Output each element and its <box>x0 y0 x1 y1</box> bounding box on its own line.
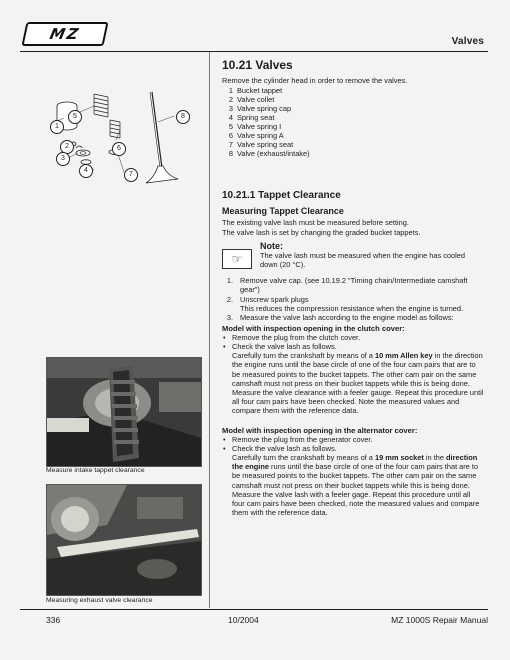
page-number: 336 <box>46 615 61 625</box>
section-title: Valves <box>451 36 484 47</box>
list-item: • Remove the plug from the clutch cover. <box>223 332 361 342</box>
list-item: • Remove the plug from the generator cover. <box>223 434 373 444</box>
clutch-heading: Model with inspection opening in the clutch cover: <box>222 323 405 333</box>
alternator-instructions-2: Measure the valve lash with a feeler gage. Repeat this procedure until all four cam pairs have been checked, note the measured values and compare them with the reference data. <box>232 489 480 518</box>
list-item: 4 Spring seat <box>228 113 275 122</box>
alternator-instructions: Carefully turn the crankshaft by means of a 19 mm socket in the direction the engine runs until the base circle of one of the four cam pairs that are to be measured points to the bucket tappets. The other cam pair on the same camshaft must not press on their bucket tappets while this is being done. <box>232 453 479 490</box>
callout-6: 6 <box>112 142 126 156</box>
valves-title: 10.21 Valves <box>222 58 293 72</box>
tappet-subtitle: Measuring Tappet Clearance <box>222 206 344 216</box>
list-item: 5 Valve spring I <box>228 122 282 131</box>
callout-8: 8 <box>176 110 190 124</box>
step2-note: This reduces the compression resistance when the engine is turned. <box>240 304 464 314</box>
note-label: Note: <box>260 241 283 251</box>
valves-intro: Remove the cylinder head in order to remove the valves. <box>222 76 408 85</box>
list-item: 1 Bucket tappet <box>228 86 283 95</box>
callout-7: 7 <box>124 168 138 182</box>
tappet-p1: The existing valve lash must be measured before setting. <box>222 218 409 227</box>
intake-photo-caption: Measure intake tappet clearance <box>46 467 145 474</box>
list-item: • Check the valve lash as follows. Carefully turn the crankshaft by means of a 19 mm socket in the direction the engine runs until the base circle of one of the four cam pairs that are to be measured points to the bucket tappets. The other cam pair on the same camshaft must not press on their bucket tappets while this is being done. Measure the valve lash with a feeler gage. Repeat this procedure until all four cam pairs have been checked, note the measured values and compare them with the reference data. <box>222 444 484 518</box>
valve-parts-list <box>222 86 484 158</box>
tappet-p2: The valve lash is set by changing the graded bucket tappets. <box>222 228 421 237</box>
list-item: 7 Valve spring seat <box>228 140 294 149</box>
list-item: 6 Valve spring A <box>228 131 284 140</box>
note-box <box>222 241 484 270</box>
list-item: 2. Unscrew spark plugs This reduces the compression resistance when the engine is turned. <box>222 295 484 314</box>
callout-1: 1 <box>50 120 64 134</box>
alternator-heading: Model with inspection opening in the alternator cover: <box>222 425 418 435</box>
clutch-instructions: Carefully turn the crankshaft by means of a 10 mm Allen key in the direction the engine runs until the base circle of one of the four cam pairs that are to be measured points to the bucket tappets. The other cam pair on the same camshaft must not press on their bucket tappets while this is being done. Measure the valve clearance with a feeler gauge. Repeat this procedure until all four cam pairs have been checked. Note the measured values and compare them with the reference data. <box>232 351 484 416</box>
mz-logo: MZ <box>21 22 108 46</box>
list-item: 3 Valve spring cap <box>228 104 292 113</box>
note-text: The valve lash must be measured when the engine has cooled down (20 °C). <box>260 251 466 270</box>
valves-section <box>222 58 484 158</box>
intake-tappet-photo <box>46 357 202 467</box>
tappet-clearance-section <box>222 190 484 518</box>
list-item: 8 Valve (exhaust/intake) <box>228 149 310 158</box>
header-divider <box>20 51 488 52</box>
callout-3: 3 <box>56 152 70 166</box>
procedure-steps <box>222 276 484 323</box>
pointing-hand-icon: ☞ <box>222 249 252 269</box>
exhaust-valve-photo <box>46 484 202 596</box>
callout-2: 2 <box>60 140 74 154</box>
list-item: 3. Measure the valve lash according to the engine model as follows: <box>226 313 454 323</box>
tappet-title: 10.21.1 Tappet Clearance <box>222 190 341 201</box>
valve-parts-drawing <box>46 82 200 192</box>
callout-4: 4 <box>79 164 93 178</box>
callout-5: 5 <box>68 110 82 124</box>
column-divider <box>209 52 210 608</box>
manual-title: MZ 1000S Repair Manual <box>391 615 488 625</box>
list-item: 1. Remove valve cap. (see 10.19.2 "Timing chain/Intermediate camshaft gear") <box>226 275 468 295</box>
valve-exploded-diagram <box>46 82 200 192</box>
footer-date: 10/2004 <box>228 615 259 625</box>
list-item: 2 Valve collet <box>228 95 275 104</box>
exhaust-photo-caption: Measuring exhaust valve clearance <box>46 597 153 604</box>
list-item: • Check the valve lash as follows. Carefully turn the crankshaft by means of a 10 mm Allen key in the direction the engine runs until the base circle of one of the four cam pairs that are to be measured points to the bucket tappets. The other cam pair on the same camshaft must not press on their bucket tappets while this is being done. Measure the valve clearance with a feeler gauge. Repeat this procedure until all four cam pairs have been checked. Note the measured values and compare them with the reference data. <box>223 342 484 416</box>
footer-divider <box>20 609 488 610</box>
